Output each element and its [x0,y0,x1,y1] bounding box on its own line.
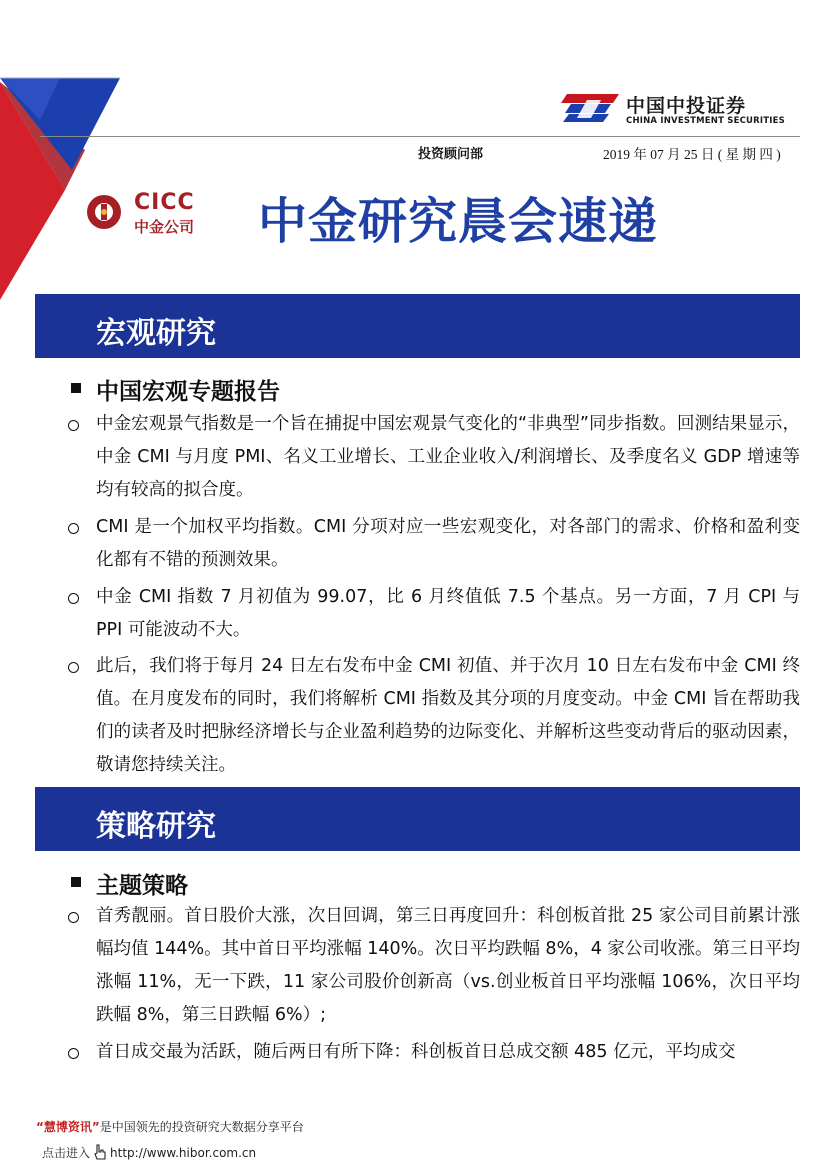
strategy-bullet-1: 首秀靓丽。首日股价大涨，次日回调，第三日再度回升：科创板首批 25 家公司目前累计涨幅均值 144%。其中首日平均涨幅 140%。次日平均跌幅 8%，4 家公司收涨。第三日平均涨幅 11%，无一下跌，11 家公司股价创新高（vs.创业板首日平均涨幅 106%，次日平均跌幅 8%，第三日跌幅 6%）; [96,906,801,1025]
pointer-hand-icon [92,1144,108,1160]
bullet-circle-icon [68,1048,79,1059]
footer-brand[interactable]: “慧博资讯” [36,1120,100,1134]
cicc-logo-text: CICC [134,190,195,215]
bullet-circle-icon [68,593,79,604]
footer-enter-text: 点击进入 [42,1146,91,1160]
cicc-emblem-icon [86,194,122,230]
firm-logo-icon [561,94,619,122]
footer-url-link[interactable]: http://www.hibor.com.cn [110,1146,257,1160]
macro-bullet-4: 此后，我们将于每月 24 日左右发布中金 CMI 初值、并于次月 10 日左右发布中金 CMI 终值。在月度发布的同时，我们将解析 CMI 指数及其分项的月度变动。中金 CMI 旨在帮助我们的读者及时把脉经济增长与企业盈利趋势的边际变化、并解析这些变动背后的驱动因素，敬请您持续关注。 [96,656,800,775]
subsection-title-macro: 中国宏观专题报告 [96,379,280,405]
corner-decoration [0,0,125,300]
bullet-circle-icon [68,662,79,673]
macro-bullet-1: 中金宏观景气指数是一个旨在捕捉中国宏观景气变化的“非典型”同步指数。回测结果显示，中金 CMI 与月度 PMI、名义工业增长、工业企业收入/利润增长、及季度名义 GDP 增速等均有较高的拟合度。 [96,414,800,500]
header-divider [40,136,800,137]
macro-bullet-3: 中金 CMI 指数 7 月初值为 99.07，比 6 月终值低 7.5 个基点。另一方面，7 月 CPI 与 PPI 可能波动不大。 [96,587,800,640]
section-title-strategy: 策略研究 [96,809,216,844]
firm-name-en: CHINA INVESTMENT SECURITIES [626,116,785,126]
report-title: 中金研究晨会速递 [258,193,659,250]
cicc-logo-cn: 中金公司 [134,218,195,236]
bullet-circle-icon [68,420,79,431]
footer-link-line [42,1144,256,1161]
report-date: 2019 年 07 月 25 日 ( 星 期 四 ) [603,147,781,162]
macro-bullet-2: CMI 是一个加权平均指数。CMI 分项对应一些宏观变化，对各部门的需求、价格和盈利变化都有不错的预测效果。 [96,517,800,570]
bullet-circle-icon [68,523,79,534]
firm-name-cn: 中国中投证券 [626,95,747,117]
footer-tagline: 是中国领先的投资研究大数据分享平台 [99,1120,304,1134]
footer-tagline-line [36,1118,304,1135]
department-label: 投资顾问部 [418,147,484,162]
section-title-macro: 宏观研究 [96,316,216,351]
subsection-square-icon [71,383,81,393]
bullet-circle-icon [68,912,79,923]
subsection-square-icon [71,877,81,887]
subsection-title-strategy: 主题策略 [96,873,188,899]
strategy-bullet-2: 首日成交最为活跃，随后两日有所下降：科创板首日总成交额 485 亿元，平均成交 [96,1042,736,1062]
